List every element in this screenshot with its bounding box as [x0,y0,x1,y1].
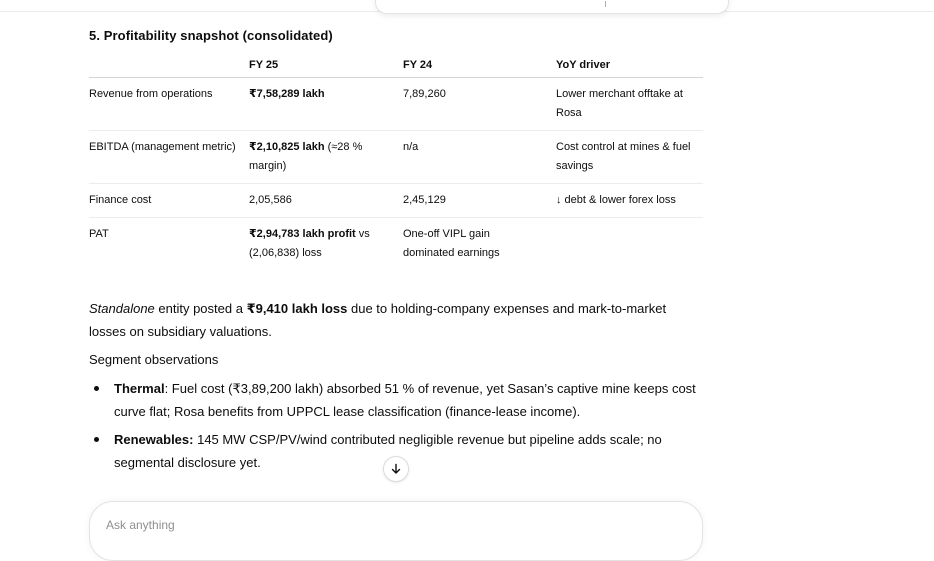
cell-metric: Revenue from operations [89,77,249,130]
section-heading: 5. Profitability snapshot (consolidated) [89,28,333,43]
standalone-italic: Standalone [89,301,155,316]
cell-fy25 [249,217,403,270]
list-item [89,377,703,423]
cell-fy25-rest: 2,05,586 [249,193,292,206]
header-yoy-driver: YoY driver [556,52,703,77]
header-fy24: FY 24 [403,52,556,77]
table-row [89,77,703,130]
segment-label: Thermal [114,381,165,396]
cell-fy25 [249,130,403,183]
cell-fy24: 2,45,129 [403,183,556,217]
table-header-row [89,52,703,77]
cell-driver: Cost control at mines & fuel savings [556,130,703,183]
standalone-text-1: entity posted a [154,301,247,316]
bullet-icon [94,437,99,442]
chat-composer[interactable] [89,501,703,561]
cell-metric: PAT [89,227,109,240]
segment-heading: Segment observations [89,352,219,367]
cell-metric: EBITDA (management metric) [89,130,249,183]
panel-indicator [605,1,606,7]
header-metric [89,52,249,77]
scroll-to-bottom-button[interactable] [383,456,409,482]
cell-driver: Lower merchant offtake at Rosa [556,77,703,130]
table-row [89,130,703,183]
cell-fy25 [249,183,403,217]
cell-metric: Finance cost [89,183,249,217]
arrow-down-icon [390,463,402,475]
segment-label: Renewables: [114,432,194,447]
cell-fy24: n/a [403,130,556,183]
standalone-text-2: due to holding-company expenses and mark-to-market losses on subsidiary valuations. [89,301,667,339]
cell-driver [556,217,703,270]
standalone-paragraph [89,297,703,343]
cell-fy25-bold: ₹2,94,783 lakh profit [249,227,356,240]
cell-fy24: 7,89,260 [403,77,556,130]
header-fy25: FY 25 [249,52,403,77]
table-row [89,217,703,270]
cell-fy25-rest: (≈28 % margin) [249,140,363,172]
segment-text: : Fuel cost (₹3,89,200 lakh) absorbed 51 % of revenue, yet Sasan’s captive mine keeps cost curve flat; Rosa benefits from UPPCL lease classification (finance-lease income). [114,381,696,419]
profitability-table [89,52,703,270]
cell-fy25 [249,77,403,130]
cell-fy25-bold: ₹2,10,825 lakh [249,140,325,153]
floating-panel [375,0,729,14]
cell-fy25-bold: ₹7,58,289 lakh [249,87,325,100]
bullet-icon [94,386,99,391]
table-row [89,183,703,217]
standalone-loss-bold: ₹9,410 lakh loss [246,301,348,316]
segment-text: 145 MW CSP/PV/wind contributed negligible revenue but pipeline adds scale; no segmental disclosure yet. [114,432,662,470]
cell-fy24: One-off VIPL gain dominated earnings [403,227,500,259]
prompt-input[interactable] [106,516,506,534]
cell-fy25-rest: vs (2,06,838) loss [249,227,370,259]
cell-driver: ↓ debt & lower forex loss [556,183,703,217]
